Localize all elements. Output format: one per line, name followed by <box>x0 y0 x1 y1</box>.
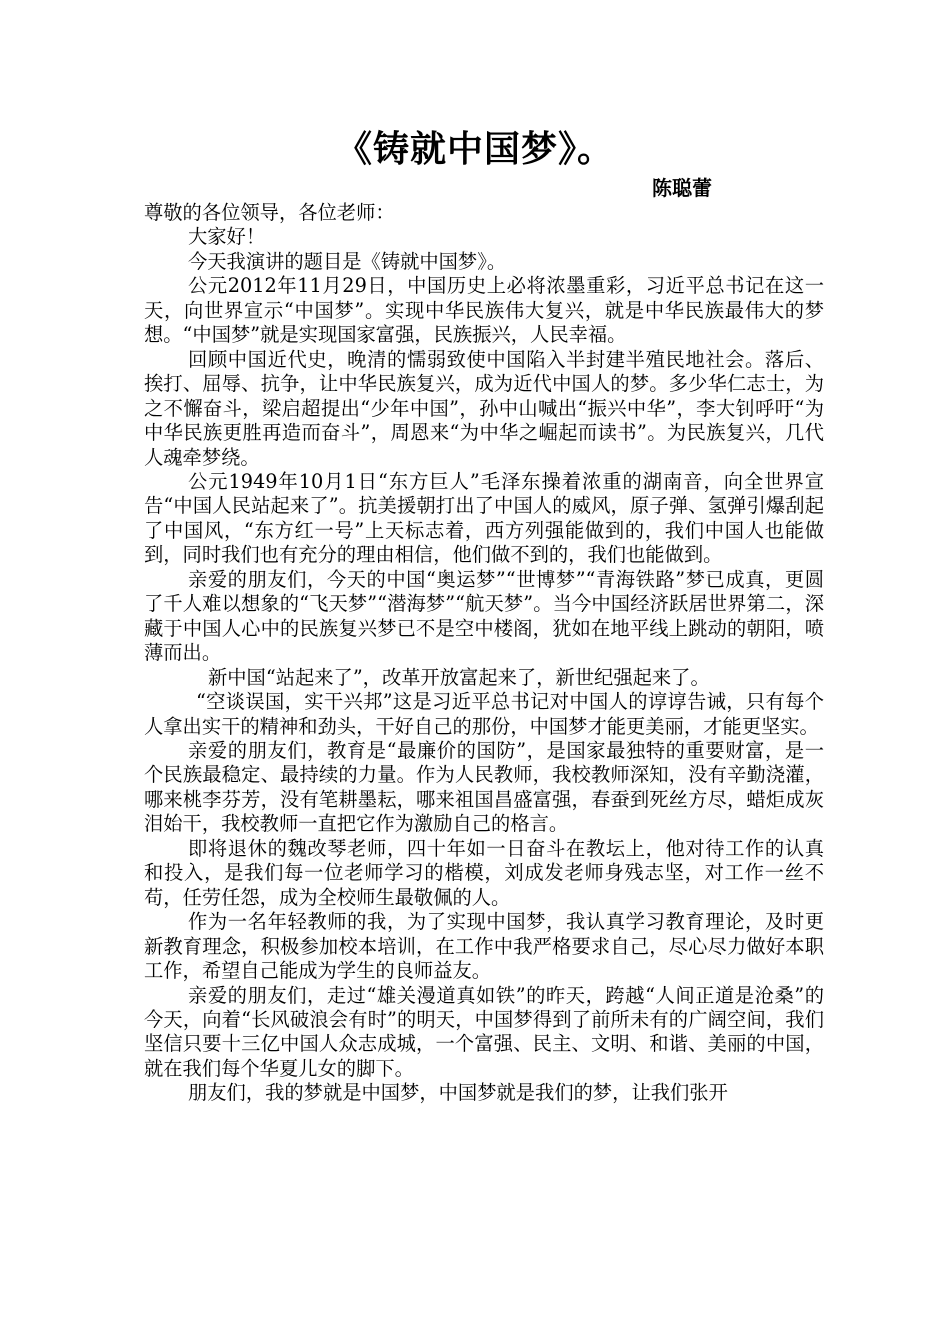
body-paragraph: 朋友们，我的梦就是中国梦，中国梦就是我们的梦，让我们张开 <box>188 1081 728 1105</box>
body-paragraph: 亲爱的朋友们，走过“雄关漫道真如铁”的昨天，跨越“人间正道是沧桑”的今天，向着“长风破浪会有时”的明天，中国梦得到了前所未有的广阔空间，我们坚信只要十三亿中国人众志成城，一个富强、民主、文明、和谐、美丽的中国，就在我们每个华夏儿女的脚下。 <box>144 983 824 1080</box>
greeting-paragraph: 大家好！ <box>188 225 266 249</box>
speech-topic-paragraph: 今天我演讲的题目是《铸就中国梦》。 <box>188 249 507 273</box>
body-paragraph: 即将退休的魏改琴老师，四十年如一日奋斗在教坛上，他对待工作的认真和投入，是我们每一位老师学习的楷模，刘成发老师身残志坚，对工作一丝不苟，任劳任怨，成为全校师生最敬佩的人。 <box>144 836 824 909</box>
body-paragraph: 作为一名年轻教师的我，为了实现中国梦，我认真学习教育理论，及时更新教育理念，积极参加校本培训，在工作中我严格要求自己，尽心尽力做好本职工作，希望自己能成为学生的良师益友。 <box>144 910 824 983</box>
body-paragraph: 公元2012年11月29日，中国历史上必将浓墨重彩，习近平总书记在这一天，向世界宣示“中国梦”。实现中华民族伟大复兴，就是中华民族最伟大的梦想。“中国梦”就是实现国家富强，民族振兴，人民幸福。 <box>144 274 824 347</box>
body-paragraph: 亲爱的朋友们，教育是“最廉价的国防”，是国家最独特的重要财富，是一个民族最稳定、最持续的力量。作为人民教师，我校教师深知，没有辛勤浇灌，哪来桃李芬芳，没有笔耕墨耘，哪来祖国昌盛富强，春蚕到死丝方尽，蜡炬成灰泪始干，我校教师一直把它作为激励自己的格言。 <box>144 738 824 836</box>
body-paragraph: 新中国“站起来了”，改革开放富起来了，新世纪强起来了。 <box>208 665 710 689</box>
author-name: 陈聪蕾 <box>652 176 712 200</box>
document-title: 《铸就中国梦》。 <box>335 129 614 170</box>
speech-body <box>144 201 824 1106</box>
body-paragraph: “空谈误国，实干兴邦”这是习近平总书记对中国人的谆谆告诫，只有每个人拿出实干的精神和劲头，干好自己的那份，中国梦才能更美丽，才能更坚实。 <box>144 690 824 738</box>
body-paragraph: 回顾中国近代史，晚清的懦弱致使中国陷入半封建半殖民地社会。落后、挨打、屈辱、抗争，让中华民族复兴，成为近代中国人的梦。多少华仁志士，为之不懈奋斗，梁启超提出“少年中国”，孙中山喊出“振兴中华”，李大钊呼吁“为中华民族更胜再造而奋斗”，周恩来“为中华之崛起而读书”。为民族复兴，几代人魂牵梦绕。 <box>144 347 824 469</box>
salutation-paragraph: 尊敬的各位领导，各位老师： <box>144 201 395 224</box>
body-paragraph: 公元1949年10月1日“东方巨人”毛泽东操着浓重的湖南音，向全世界宣告“中国人民站起来了”。抗美援朝打出了中国人的威风，原子弹、氢弹引爆刮起了中国风，“东方红一号”上天标志着，西方列强能做到的，我们中国人也能做到，同时我们也有充分的理由相信，他们做不到的，我们也能做到。 <box>144 469 824 567</box>
body-paragraph: 亲爱的朋友们，今天的中国“奥运梦”“世博梦”“青海铁路”梦已成真，更圆了千人难以想象的“飞天梦”“潜海梦”“航天梦”。当今中国经济跃居世界第二，深藏于中国人心中的民族复兴梦已不是空中楼阁，犹如在地平线上跳动的朝阳，喷薄而出。 <box>144 567 824 665</box>
